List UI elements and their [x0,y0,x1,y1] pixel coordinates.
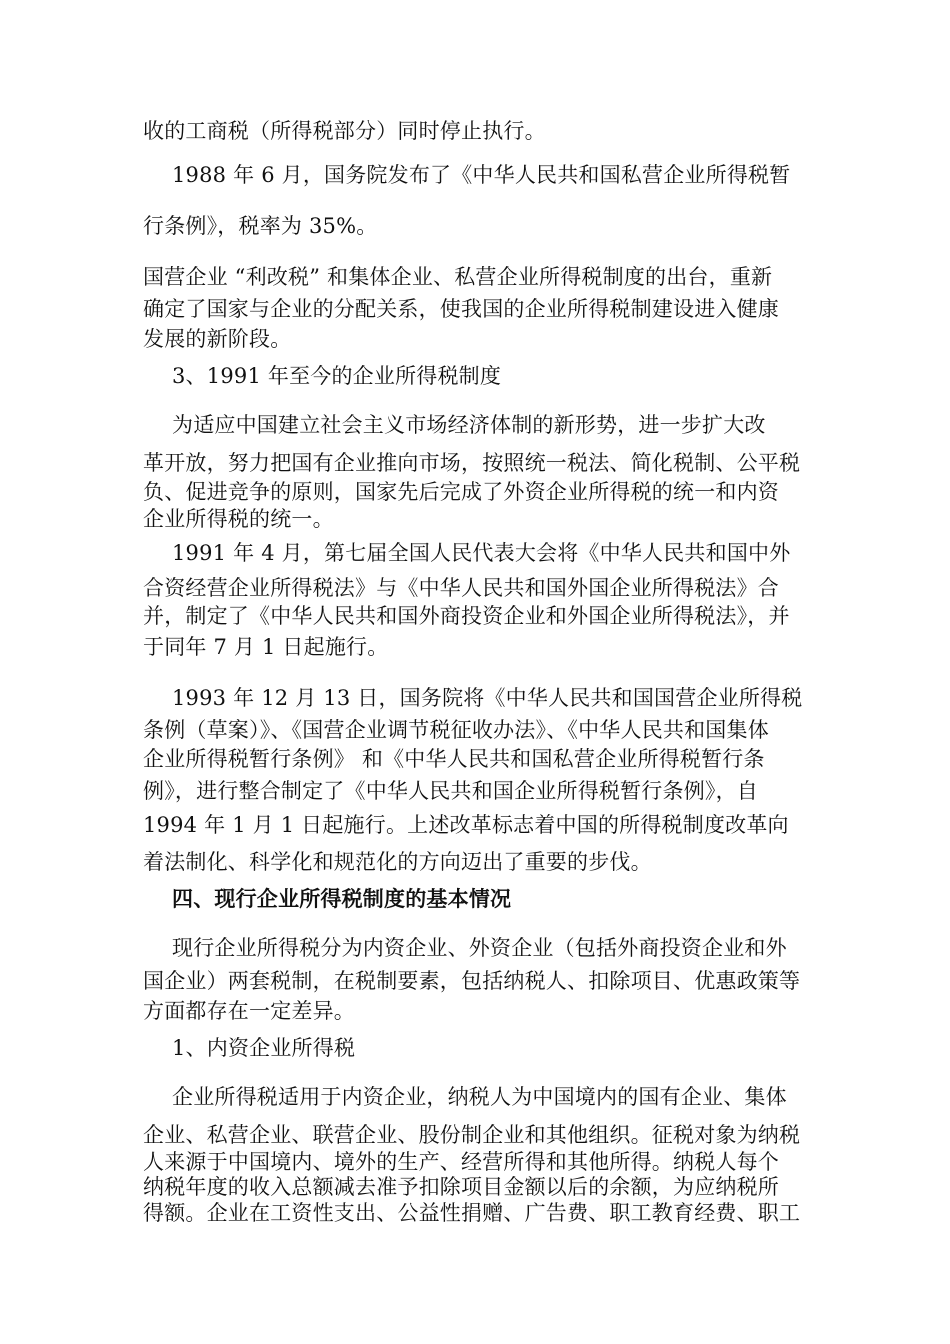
text-line: 确定了国家与企业的分配关系，使我国的企业所得税制建设进入健康 [143,297,779,321]
text-line: 于同年 7 月 1 日起施行。 [143,635,389,659]
text-line: 着法制化、科学化和规范化的方向迈出了重要的步伐。 [143,850,652,874]
section-heading: 3、1991 年至今的企业所得税制度 [172,364,502,388]
text-line: 国营企业 “利改税” 和集体企业、私营企业所得税制度的出台，重新 [143,265,773,289]
text-line: 国企业）两套税制，在税制要素，包括纳税人、扣除项目、优惠政策等 [143,969,801,993]
text-line: 企业所得税适用于内资企业，纳税人为中国境内的国有企业、集体 [172,1085,787,1109]
text-line: 1994 年 1 月 1 日起施行。上述改革标志着中国的所得税制度改革向 [143,813,789,837]
text-line: 发展的新阶段。 [143,327,292,351]
text-line: 企业、私营企业、联营企业、股份制企业和其他组织。征税对象为纳税 [143,1123,801,1147]
text-line: 得额。企业在工资性支出、公益性捐赠、广告费、职工教育经费、职工 [143,1201,801,1225]
text-line: 1991 年 4 月，第七届全国人民代表大会将《中华人民共和国中外 [172,541,791,565]
text-line: 例》，进行整合制定了《中华人民共和国企业所得税暂行条例》，自 [143,779,758,803]
text-line: 1988 年 6 月，国务院发布了《中华人民共和国私营企业所得税暂 [172,163,791,187]
section-heading: 1、内资企业所得税 [172,1036,356,1060]
text-line: 合资经营企业所得税法》与《中华人民共和国外国企业所得税法》合 [143,576,779,600]
text-line: 为适应中国建立社会主义市场经济体制的新形势，进一步扩大改 [172,413,766,437]
text-line: 条例（草案）》、《国营企业调节税征收办法》、《中华人民共和国集体 [143,718,769,742]
text-line: 方面都存在一定差异。 [143,999,355,1023]
section-heading: 四、现行企业所得税制度的基本情况 [172,886,512,911]
text-line: 负、促进竞争的原则，国家先后完成了外资企业所得税的统一和内资 [143,480,779,504]
text-line: 1993 年 12 月 13 日，国务院将《中华人民共和国国营企业所得税 [172,686,803,710]
text-line: 人来源于中国境内、境外的生产、经营所得和其他所得。纳税人每个 [143,1150,779,1174]
text-line: 并，制定了《中华人民共和国外商投资企业和外国企业所得税法》，并 [143,604,790,628]
text-line: 收的工商税（所得税部分）同时停止执行。 [143,119,546,143]
text-line: 企业所得税的统一。 [143,507,334,531]
text-line: 革开放，努力把国有企业推向市场，按照统一税法、简化税制、公平税 [143,451,801,475]
text-line: 企业所得税暂行条例》 和《中华人民共和国私营企业所得税暂行条 [143,747,765,771]
text-line: 现行企业所得税分为内资企业、外资企业（包括外商投资企业和外 [172,936,787,960]
text-line: 行条例》，税率为 35%。 [143,214,378,238]
text-line: 纳税年度的收入总额减去准予扣除项目金额以后的余额，为应纳税所 [143,1175,779,1199]
